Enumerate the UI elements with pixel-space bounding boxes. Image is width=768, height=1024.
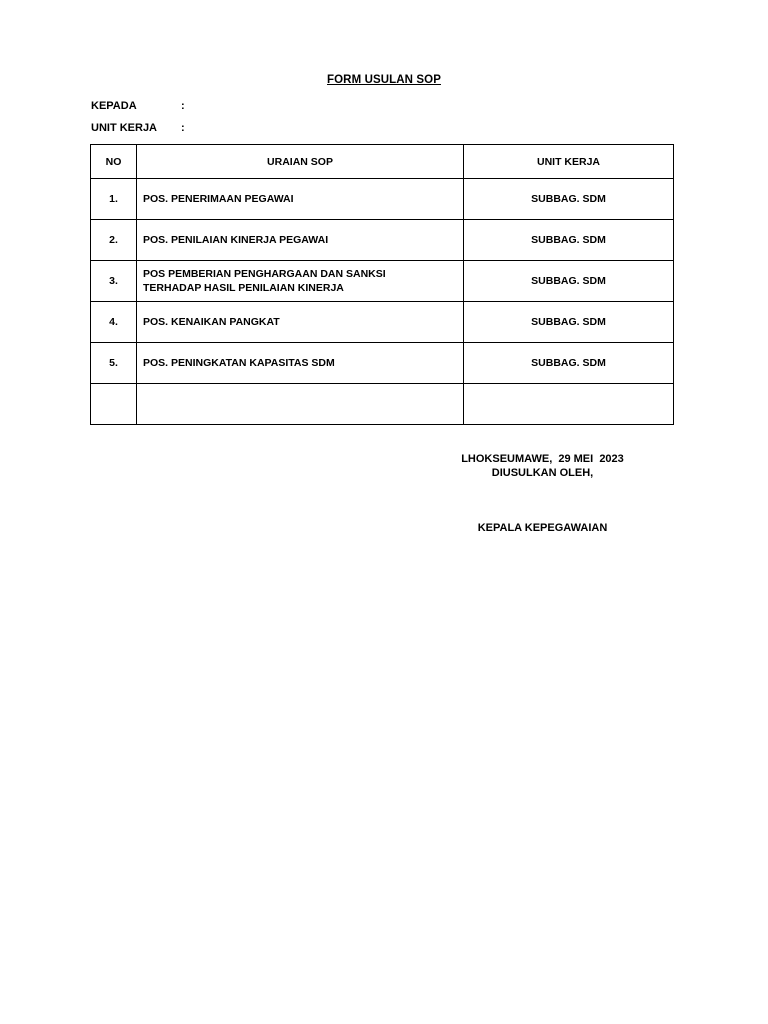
table-header-row — [91, 145, 674, 179]
table-row — [91, 343, 674, 384]
header-no: NO — [91, 145, 137, 179]
row-unit — [464, 384, 674, 425]
sop-table — [90, 144, 674, 425]
row-uraian: POS. PENERIMAAN PEGAWAI — [137, 179, 464, 220]
row-uraian: POS. PENINGKATAN KAPASITAS SDM — [137, 343, 464, 384]
unit-kerja-label: UNIT KERJA — [91, 122, 158, 134]
proposed-by: DIUSULKAN OLEH, — [491, 467, 594, 479]
table-row — [91, 302, 674, 343]
table-row — [91, 179, 674, 220]
form-title: FORM USULAN SOP — [327, 74, 441, 86]
table-row-empty — [91, 384, 674, 425]
unit-kerja-colon: : — [181, 122, 185, 134]
table-row — [91, 261, 674, 302]
row-uraian: POS. KENAIKAN PANGKAT — [137, 302, 464, 343]
row-no: 5. — [91, 343, 137, 384]
row-unit: SUBBAG. SDM — [464, 261, 674, 302]
table-row — [91, 220, 674, 261]
row-no: 4. — [91, 302, 137, 343]
row-uraian: POS PEMBERIAN PENGHARGAAN DAN SANKSI TERHADAP HASIL PENILAIAN KINERJA — [137, 261, 464, 302]
row-uraian: POS. PENILAIAN KINERJA PEGAWAI — [137, 220, 464, 261]
header-unit-kerja: UNIT KERJA — [464, 145, 674, 179]
row-no — [91, 384, 137, 425]
kepada-field — [91, 100, 185, 112]
row-unit: SUBBAG. SDM — [464, 220, 674, 261]
row-uraian — [137, 384, 464, 425]
row-unit: SUBBAG. SDM — [464, 343, 674, 384]
kepada-colon: : — [181, 100, 185, 112]
kepada-label: KEPADA — [91, 100, 137, 112]
row-unit: SUBBAG. SDM — [464, 302, 674, 343]
row-no: 3. — [91, 261, 137, 302]
row-no: 1. — [91, 179, 137, 220]
header-uraian-sop: URAIAN SOP — [137, 145, 464, 179]
place-date: LHOKSEUMAWE, 29 MEI 2023 — [461, 453, 624, 465]
unit-kerja-field — [91, 122, 185, 134]
row-unit: SUBBAG. SDM — [464, 179, 674, 220]
signer-position: KEPALA KEPEGAWAIAN — [477, 522, 608, 534]
row-no: 2. — [91, 220, 137, 261]
